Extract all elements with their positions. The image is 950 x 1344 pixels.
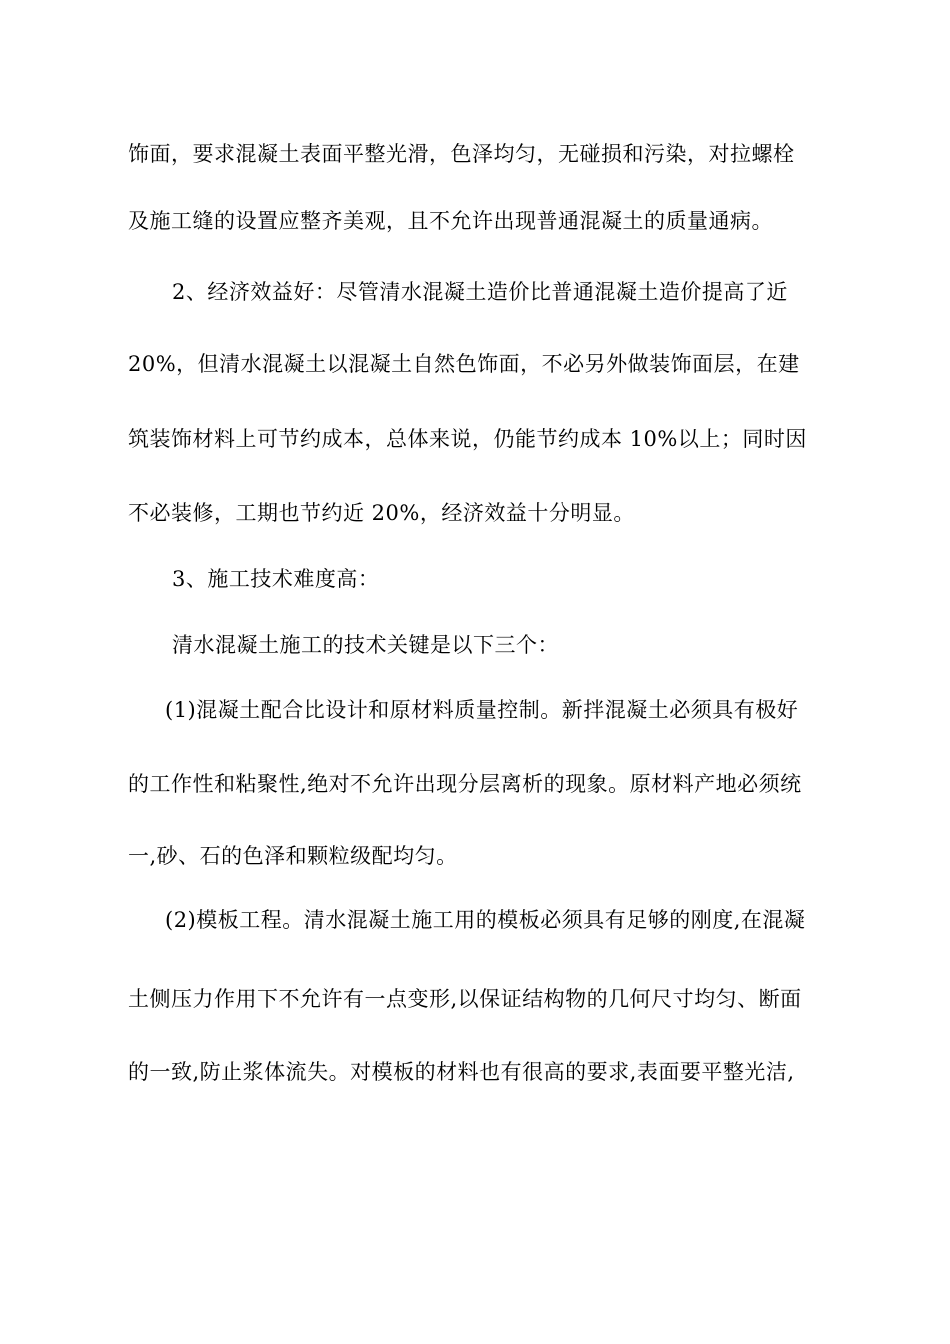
text-line: 饰面，要求混凝土表面平整光滑，色泽均匀，无碰损和污染，对拉螺栓 — [128, 142, 795, 166]
list-item: (1)混凝土配合比设计和原材料质量控制。新拌混凝土必须具有极好 — [165, 698, 799, 722]
list-item: (2)模板工程。清水混凝土施工用的模板必须具有足够的刚度,在混凝 — [165, 908, 806, 932]
section-heading: 3、施工技术难度高： — [172, 567, 380, 591]
paragraph-heading: 2、经济效益好：尽管清水混凝土造价比普通混凝土造价提高了近 — [172, 280, 788, 304]
text-line: 及施工缝的设置应整齐美观，且不允许出现普通混凝土的质量通病。 — [128, 209, 773, 233]
text-line: 清水混凝土施工的技术关键是以下三个： — [172, 633, 559, 657]
text-line: 不必装修，工期也节约近 20%，经济效益十分明显。 — [128, 501, 635, 525]
text-line: 的一致,防止浆体流失。对模板的材料也有很高的要求,表面要平整光洁, — [128, 1060, 795, 1084]
text-line: 的工作性和粘聚性,绝对不允许出现分层离析的现象。原材料产地必须统 — [128, 772, 802, 796]
text-line: 土侧压力作用下不允许有一点变形,以保证结构物的几何尺寸均匀、断面 — [128, 987, 802, 1011]
text-line: 一,砂、石的色泽和颗粒级配均匀。 — [128, 844, 458, 868]
text-line: 筑装饰材料上可节约成本，总体来说，仍能节约成本 10%以上；同时因 — [128, 427, 807, 451]
text-line: 20%，但清水混凝土以混凝土自然色饰面，不必另外做装饰面层，在建 — [128, 352, 800, 376]
